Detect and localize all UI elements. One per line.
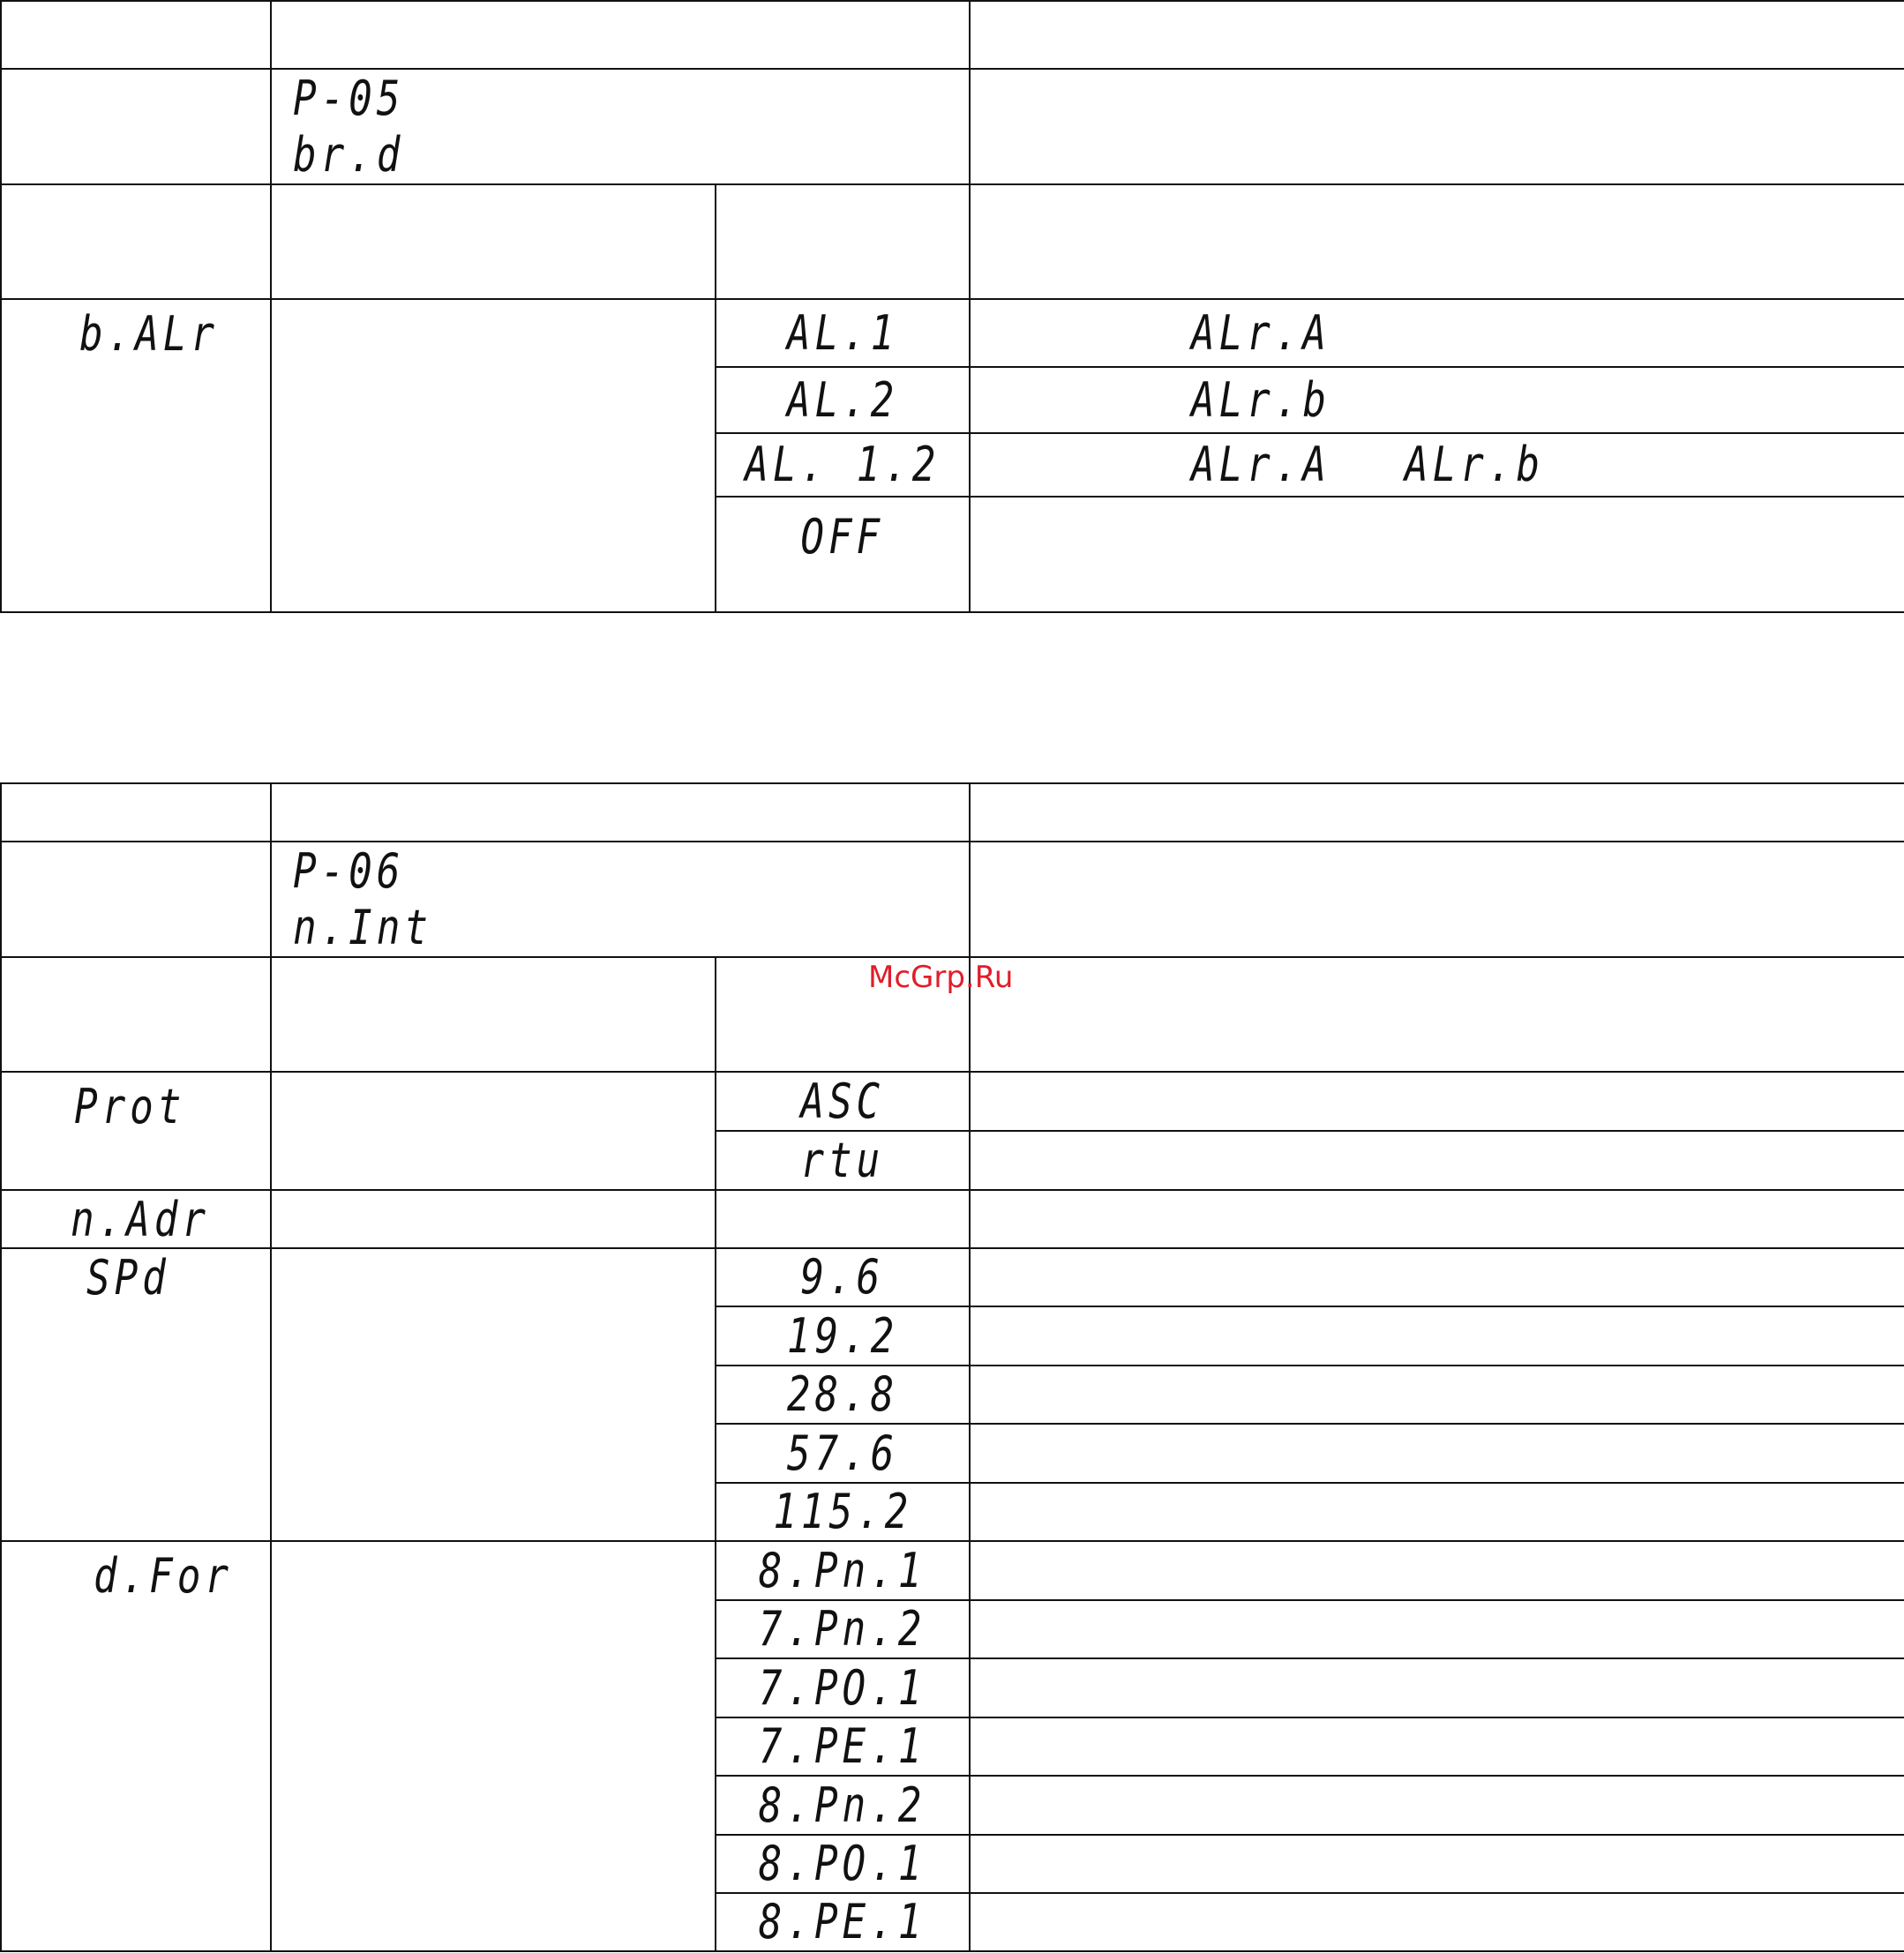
item-description-cell (271, 1190, 716, 1248)
header-cell (271, 1, 970, 69)
item-description-cell (271, 299, 716, 612)
option-cell (716, 1600, 970, 1658)
item-code: b.ALr (79, 306, 219, 362)
alarm-output: ALr.b (1405, 437, 1545, 492)
option-value: 8.Pn.1 (759, 1542, 926, 1598)
option-row (1, 1072, 1904, 1131)
item-code: SPd (86, 1250, 170, 1306)
item-code-cell (1, 1248, 271, 1541)
option-value: 7.Pn.2 (759, 1601, 926, 1657)
option-desc (970, 1717, 1904, 1776)
subheader-cell (970, 957, 1904, 1072)
option-cell (716, 433, 970, 497)
item-code: n.Adr (71, 1192, 210, 1247)
header-row (1, 783, 1904, 842)
option-cell (716, 1072, 970, 1131)
option-cell (716, 367, 970, 433)
option-value: 8.PO.1 (759, 1836, 926, 1891)
option-desc (970, 1366, 1904, 1424)
option-cell (716, 1131, 970, 1190)
option-cell (716, 497, 970, 612)
empty-cell (970, 842, 1904, 957)
option-desc (970, 1600, 1904, 1658)
subheader-row (1, 184, 1904, 299)
option-value: rtu (800, 1132, 885, 1188)
item-code-cell (1, 299, 271, 612)
option-desc (970, 1131, 1904, 1190)
option-desc (970, 367, 1904, 433)
option-cell (716, 1424, 970, 1483)
param-code: P-05 (293, 70, 405, 126)
option-cell (716, 1306, 970, 1366)
option-desc (970, 299, 1904, 367)
param-code: P-06 (293, 842, 405, 899)
option-value: 8.PE.1 (759, 1894, 926, 1949)
option-cell (716, 1248, 970, 1306)
watermark: McGrp.Ru (868, 960, 1014, 995)
option-value: ASC (800, 1073, 885, 1129)
option-desc (970, 1072, 1904, 1131)
option-desc (970, 1835, 1904, 1893)
option-cell (716, 1366, 970, 1424)
option-row (1, 1248, 1904, 1306)
option-value: 8.Pn.2 (759, 1777, 926, 1833)
empty-cell (1, 69, 271, 184)
item-code-cell (1, 1072, 271, 1190)
option-desc (970, 1306, 1904, 1366)
subheader-cell (1, 184, 271, 299)
option-value: 7.PO.1 (759, 1659, 926, 1716)
subheader-cell (716, 184, 970, 299)
option-cell (716, 299, 970, 367)
option-cell (716, 1835, 970, 1893)
header-cell (970, 1, 1904, 69)
option-value: 7.PE.1 (759, 1718, 926, 1774)
param-cell (271, 842, 970, 957)
option-value: 9.6 (800, 1249, 885, 1305)
option-value: AL.1 (786, 304, 899, 361)
option-value: 115.2 (773, 1484, 912, 1539)
option-value: 57.6 (786, 1425, 899, 1481)
parameter-table-p06 (0, 782, 1904, 1952)
option-desc (970, 1541, 1904, 1600)
option-desc (970, 433, 1904, 497)
header-cell (970, 783, 1904, 842)
header-cell (271, 783, 970, 842)
subheader-cell (1, 957, 271, 1072)
alarm-output: ALr.b (1191, 371, 1331, 428)
alarm-output: ALr.A (1191, 304, 1331, 361)
option-value: AL.2 (786, 371, 899, 428)
item-code: d.For (94, 1548, 233, 1604)
subheader-cell (970, 184, 1904, 299)
option-desc (970, 1190, 1904, 1248)
alarm-output: ALr.A (1191, 437, 1331, 492)
option-cell (716, 1776, 970, 1835)
header-row (1, 1, 1904, 69)
option-cell (716, 1658, 970, 1717)
empty-cell (970, 69, 1904, 184)
option-cell (716, 1717, 970, 1776)
option-desc (970, 1424, 1904, 1483)
item-description-cell (271, 1072, 716, 1190)
item-code: Prot (74, 1079, 186, 1134)
option-value: AL. 1.2 (745, 437, 941, 492)
option-cell (716, 1893, 970, 1951)
param-row (1, 69, 1904, 184)
option-desc (970, 1658, 1904, 1717)
empty-cell (1, 842, 271, 957)
option-row (1, 1541, 1904, 1600)
subheader-cell (271, 184, 716, 299)
option-row (1, 1190, 1904, 1248)
item-code-cell (1, 1190, 271, 1248)
option-cell (716, 1541, 970, 1600)
option-value: OFF (800, 509, 885, 565)
param-name: n.Int (293, 899, 432, 955)
option-desc (970, 1248, 1904, 1306)
header-cell (1, 1, 271, 69)
option-desc (970, 1483, 1904, 1541)
item-code-cell (1, 1541, 271, 1951)
item-description-cell (271, 1248, 716, 1541)
option-desc (970, 1776, 1904, 1835)
option-row (1, 299, 1904, 367)
item-description-cell (271, 1541, 716, 1951)
parameter-table-p05 (0, 0, 1904, 613)
option-desc (970, 1893, 1904, 1951)
param-name: br.d (293, 126, 405, 183)
param-row (1, 842, 1904, 957)
option-value: 19.2 (786, 1307, 899, 1364)
option-value: 28.8 (786, 1366, 899, 1422)
header-cell (1, 783, 271, 842)
option-desc (970, 497, 1904, 612)
param-cell (271, 69, 970, 184)
option-cell (716, 1483, 970, 1541)
subheader-cell (271, 957, 716, 1072)
option-cell (716, 1190, 970, 1248)
